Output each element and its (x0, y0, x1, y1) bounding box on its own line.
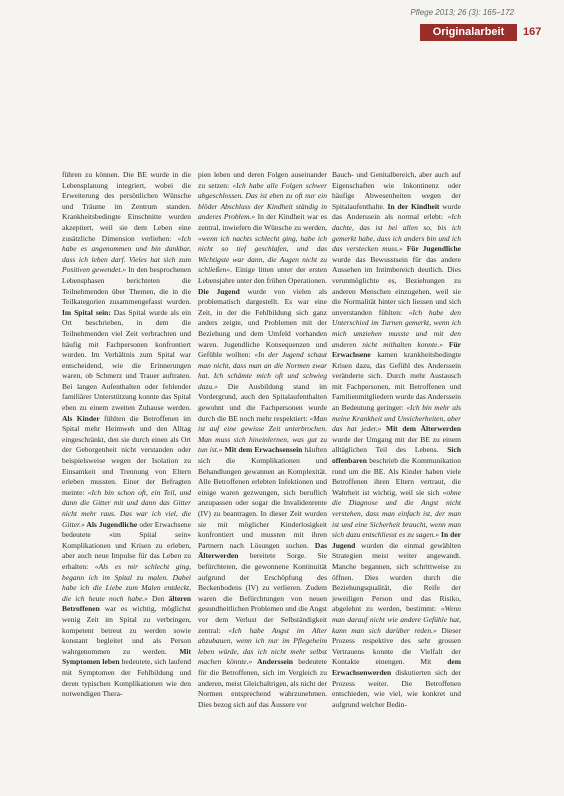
text-run: «Wenn man darauf nicht wie andere Gefühle hat, kann man sich darüber reden.» (332, 604, 461, 635)
text-run: Dieser Prozess respektive des sehr grossen Vertrauens konnte die Vielfalt der Kontakte einengen. Mit (332, 625, 461, 667)
text-run: «Ich dachte, das ist bei allen so, bis ich gemerkt habe, dass ich anders bin und ich das verstecken muss.» (332, 212, 461, 254)
text-run: beschrieb die Kommunikation rund um die BE. Als Kinder haben viele Betroffenen ihren Eltern vertraut, die Wahrheit ist wichtig, weil sie sich (332, 456, 461, 497)
text-run: wurde von vielen als problematisch dargestellt. Es war eine Zeit, in der die Fehlbildung sich ganz anders zeigte, und Problemen mit der Beziehung und dem Umfeld vorhanden waren. Jugendliche Konsequenzen und Gefühle wollten: (198, 286, 327, 360)
text-run: Als Jugendliche (84, 519, 138, 529)
text-run: In der Kindheit war es zentral, inwiefern die Wünsche zu werden, (198, 212, 327, 232)
text-run: bedeutete, sich laufend mit Symptomen der Fehlbildung und deren typischen Komplikationen wie den notwendigen Thera- (62, 657, 191, 699)
section-label: Originalarbeit (420, 24, 517, 41)
text-run: Die Ausbildung stand im Vordergrund, auch den Spitalaufenthalten gewohnt und die Fachpersonen wurde durch die BE noch mehr respektiert: (198, 381, 327, 423)
page-number: 167 (523, 26, 542, 38)
text-run: Mit dem Erwachsensein (222, 445, 303, 455)
text-run: wurde der Umgang mit der BE zu einem alltäglichen Teil des Lebens. (332, 434, 461, 455)
text-run: diskutierten sich der Prozess weiter. Die Betroffenen entschieden, wie viel, wie konkret und aufgrund welcher Bedin- (332, 667, 461, 709)
text-run: Mit Symptomen leben (62, 646, 191, 667)
text-run: In der Jugend (332, 530, 461, 550)
text-run: «Man ist auf eine gewisse Zeit unterbrochen. Man muss sich hineinlernen, was gut zu tun ist.» (198, 413, 327, 455)
text-run: Mit dem Älterwerden (381, 424, 461, 434)
text-run: oder Erwachsene bedeutete «im Spital sein» Komplikationen und Krisen zu erleben, aber auch neue Impulse für das Leben zu erhalten: (62, 519, 191, 571)
text-run: Im Spital sein: (62, 307, 111, 317)
text-run: Die Jugend (198, 286, 240, 296)
text-run: war es wichtig, möglichst wenig Zeit im Spital zu verbringen, kompetent betreut zu werden sowie konstant begleitet und als Person wahrgenommen zu werden. (62, 604, 191, 656)
text-run: älteren Betroffenen (62, 593, 191, 614)
text-run: wurde das Anderssein als normal erlebt: (332, 201, 461, 222)
text-run: wurde das Bewusstsein für das andere Aussehen im Intimbereich deutlich. Dies verunmöglichte es, Beziehungen zu anderen Menschen einzugehen, weil sie die Normalität hinter sich liessen und sich unverstanden fühlten: (332, 254, 461, 317)
text-column-2 (198, 170, 327, 788)
text-run: pien leben und deren Folgen auseinander zu setzen: (198, 170, 327, 190)
text-run: Das Spital wurde als ein Ort beschrieben, in dem die Teilnehmenden viel Zeit verbrachten und häufig mit Fachpersonen konfrontiert wurden. Im Verhältnis zum Spital war entscheidend, wie die Erinnerungen waren, ob Schmerz und Trauer auftraten. Bei langen Aufenthalten oder fehlender familiärer Unterstützung konnte das Spital eben zu einem zweiten Zuhause werden. (62, 307, 191, 413)
page-header (0, 0, 564, 46)
text-run: Für Jugendliche (402, 244, 461, 254)
text-run: wurden die einmal gewählten Strategien meist weiter angewandt. Manche begannen, sich schrittweise zu öffnen. Dies wurden durch die Beziehungsqualität, die Reife der jeweiligen Person und das Risiko, abgelehnt zu werden, bestimmt: (332, 540, 461, 614)
text-run: häuften sich die Komplikationen und Behandlungen gewannen an Komplexität. Alle Betroffenen erlebten Infektionen und einige waren gezwungen, sich beruflich anzupassen oder sogar die Invalidenrente (IV) zu beantragen. In dieser Zeit wurden sie mit möglicher Kinderlosigkeit konfrontiert und mussten mit ihren Partnern nach Lösungen suchen. (198, 445, 327, 550)
text-run: «wenn ich nachts schlecht ging, habe ich nicht so tief geschlafen, und das Wichtigste war dann, die Augen nicht zu schließen» (198, 233, 327, 275)
text-run: bereitete Sorge. Sie befürchteten, die gewonnene Kontinuität aufgrund der Erschöpfung des Beckenbodens (IV) zu verlieren. Zudem waren die Befürchtungen von neuen gesundheitlichen Problemen und die Angst vor dem Verlust der Selbständigkeit zentral: (198, 551, 327, 635)
text-run: Den (147, 593, 165, 603)
text-run: «In der Jugend schaut man nicht, dass man an die Normen zwar hat. Ich schämte mich oft und schwieg dazu.» (198, 350, 327, 391)
text-run: Sich offenbaren (332, 445, 461, 466)
text-run: Als Kinder (62, 413, 100, 423)
text-run: fühlten die Betroffenen im Spital mehr Heimweh und den Alltag eingeschränkt, den sie durch einen als Ort der Geborgenheit nicht verstanden oder beispielsweise wegen der Isolation zu Einsamkeit und Trennung von Eltern erleben mussten. Einer der Befragten meinte: (62, 413, 191, 497)
text-run: «Ich habe alle Folgen schwer abgeschlossen. Das ist eben zu oft nur ein blöder Abschluss der Kindheit ständig in anderes Problem.» (198, 180, 327, 222)
text-run: . Einige litten unter der ersten Lebensjahre unter den frühen Operationen. (198, 265, 327, 285)
text-run: Bauch- und Genitalbereich, aber auch auf Eigenschaften wie Inkontinenz oder häufige Abwesenheiten wegen der Spitalaufenthalte. (332, 170, 461, 211)
text-run: Anderssein (252, 657, 293, 667)
column-3-paragraph (332, 170, 461, 710)
text-run: In den besprochenen Lebensphasen berichteten die Teilnehmenden über Themen, die in die Teilkategorien zusammengefasst wurden. (62, 265, 191, 307)
text-run: «Ich habe den Unterschied im Turnen gemerkt, wenn ich mich umziehen musste und mit den anderen nicht mithalten konnte.» (332, 307, 461, 349)
text-run: «Ich bin schon oft, ein Teil, und dann die Gitter mit und dann das Gitter nicht mehr raus. Das war ich viel, die Gitter.» (62, 487, 191, 529)
text-run: «ohne die Diagnose und die Angst nicht verstehen, dass man einfach ist, der man ist und eine Sicherheit braucht, wenn man sich dazu entschliesst es zu sagen.» (332, 487, 461, 540)
text-run: bedeutete für die Betroffenen, sich im Vergleich zu anderen, meist Gleichaltrigen, als nicht der Normen entsprechend wahrzunehmen. Dies bezog sich auf das Äussere vor (198, 657, 327, 709)
text-run: Das Älterwerden (198, 540, 327, 561)
text-run: führen zu können. Die BE wurde in die Lebensplanung integriert, wobei die Erweiterung des persönlichen Wünsche und Träume im Zentrum standen. Krankheitsbedingte Einschnitte wurden akzeptiert, weil sie dem Leben eine zusätzliche Dimension verliehen: (62, 170, 191, 243)
text-run: «Ich habe Angst im Alter abzubauen, wenn ich nur im Pflegeheim leben würde, das ich nicht mehr selbst machen könnte.» (198, 625, 327, 667)
text-run: «Ich bin mehr als meine Krankheit und Unsicherheiten, aber das hat jeder.» (332, 403, 461, 434)
column-1-paragraph (62, 170, 191, 700)
text-run: In der Kindheit (384, 201, 440, 211)
text-column-3 (332, 170, 461, 788)
text-column-1 (62, 170, 191, 788)
journal-reference: Pflege 2013; 26 (3): 165–172 (410, 8, 514, 17)
text-run: dem Erwachsenwerden (332, 657, 461, 677)
text-run: «Ich habe es angenommen und bin dankbar, dass ich leben darf. Vieles hat sich zum Positiven gewendet.» (62, 233, 191, 275)
text-run: kamen krankheitsbedingte Krisen dazu, das Gefühl des Anderssein veränderte sich. Durch mehr Austausch mit Fachpersonen, mit Betroffenen und Familienmitgliedern wurde das Anderssein an Bedeutung geringer: (332, 350, 461, 413)
text-run: «Als es mir schlecht ging, begann ich im Spital zu malen. Dabei habe ich die Liebe zum Malen entdeckt, die ich heute noch habe.» (62, 561, 191, 603)
text-run: Für Erwachsene (332, 339, 461, 360)
column-2-paragraph (198, 170, 327, 710)
